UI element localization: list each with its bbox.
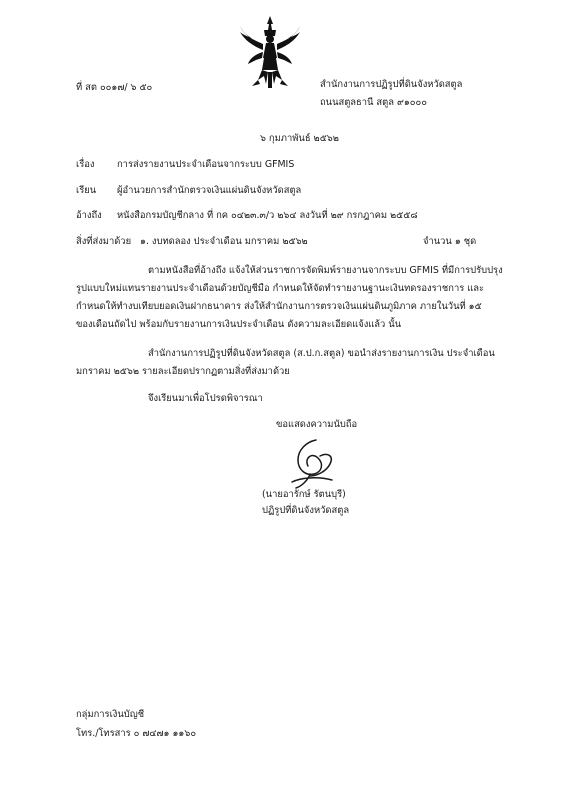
closing-line: จึงเรียนมาเพื่อโปรดพิจารณา: [148, 393, 263, 404]
sender-address: ถนนสตูลธานี สตูล ๙๑๐๐๐: [320, 97, 427, 108]
to-label: เรียน: [76, 185, 97, 196]
footer-unit: กลุ่มการเงินบัญชี: [76, 709, 145, 720]
body-paragraph-1-line-2: รูปแบบใหม่แทนรายงานประจำเดือนด้วยบัญชีมือ กำหนดให้จัดทำรายงานฐานะเงินทดรองราชการ และ: [76, 283, 485, 294]
body-paragraph-1-line-3: กำหนดให้ทำงบเทียบยอดเงินฝากธนาคาร ส่งให้สำนักงานการตรวจเงินแผ่นดินภูมิภาค ภายในวันที่ ๑๕: [76, 301, 482, 312]
footer-phone: โทร./โทรสาร ๐ ๗๔๗๑ ๑๑๖๐: [76, 728, 197, 739]
regards: ขอแสดงความนับถือ: [276, 419, 358, 430]
sender-org: สำนักงานการปฏิรูปที่ดินจังหวัดสตูล: [320, 79, 463, 90]
reference-label: อ้างถึง: [76, 210, 102, 221]
body-paragraph-1-line-1: ตามหนังสือที่อ้างถึง แจ้งให้ส่วนราชการจัดพิมพ์รายงานจากระบบ GFMIS ที่มีการปรับปรุง: [148, 265, 503, 276]
enclosure: ๑. งบทดลอง ประจำเดือน มกราคม ๒๕๖๒: [140, 236, 308, 247]
recipient: ผู้อำนวยการสำนักตรวจเงินแผ่นดินจังหวัดสตูล: [117, 185, 302, 196]
body-paragraph-1-line-4: ของเดือนถัดไป พร้อมกับรายงานการเงินประจำเดือน ดังความละเอียดแจ้งแล้ว นั้น: [76, 319, 402, 330]
doc-number: ที่ สต ๐๐๑๗/ ๖ ๕๐: [76, 82, 153, 93]
subject-label: เรื่อง: [76, 159, 95, 170]
garuda-emblem-icon: [238, 14, 302, 90]
letter-date: ๖ กุมภาพันธ์ ๒๕๖๒: [260, 133, 339, 144]
signer-title: ปฏิรูปที่ดินจังหวัดสตูล: [262, 505, 350, 516]
signer-name: (นายอารักษ์ รัตนบุรี): [262, 489, 346, 500]
body-paragraph-2-line-2: มกราคม ๒๕๖๒ รายละเอียดปรากฏตามสิ่งที่ส่งมาด้วย: [76, 366, 290, 377]
reference: หนังสือกรมบัญชีกลาง ที่ กค ๐๔๒๓.๓/ว ๒๖๔ ลงวันที่ ๒๙ กรกฎาคม ๒๕๕๘: [117, 210, 418, 221]
body-paragraph-2-line-1: สำนักงานการปฏิรูปที่ดินจังหวัดสตูล (ส.ป.ก.สตูล) ขอนำส่งรายงานการเงิน ประจำเดือน: [148, 348, 495, 359]
enclosure-quantity: จำนวน ๑ ชุด: [423, 236, 477, 247]
handwritten-signature: [286, 436, 338, 492]
enclosure-label: สิ่งที่ส่งมาด้วย: [76, 236, 132, 247]
subject: การส่งรายงานประจำเดือนจากระบบ GFMIS: [117, 159, 295, 170]
